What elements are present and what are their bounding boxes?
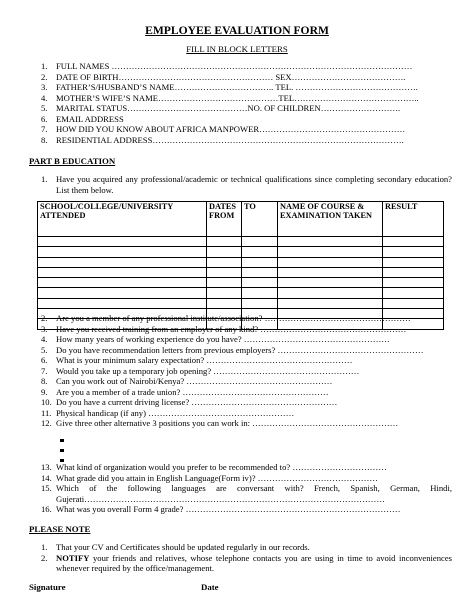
- table-row: [38, 267, 444, 277]
- table-cell[interactable]: [278, 247, 383, 257]
- question-6[interactable]: 6. What is your minimum salary expectation? ……………………………………………: [41, 355, 353, 365]
- table-cell[interactable]: [278, 288, 383, 298]
- question-10[interactable]: 10. Do you have a current driving license? ……………………………………………: [41, 397, 338, 407]
- col-course: NAME OF COURSE & EXAMINATION TAKEN: [278, 202, 383, 237]
- field-how-did-you-know[interactable]: 7. HOW DID YOU KNOW ABOUT AFRICA MANPOWER……………………………………………: [41, 124, 406, 134]
- table-cell[interactable]: [242, 257, 278, 267]
- question-14[interactable]: 14. What grade did you attain in English Language(Form iv)? ……………………………………: [41, 472, 378, 483]
- education-intro: [32, 174, 452, 195]
- list-item[interactable]: [60, 444, 64, 454]
- table-cell[interactable]: [242, 278, 278, 288]
- note-item-2: 2. NOTIFY your friends and relatives, whose telephone contacts you are using in time to avoid inconveniences whenever required by the office/management.: [41, 552, 452, 574]
- field-residential-address[interactable]: 8. RESIDENTIAL ADDRESS…………………………………………………………………………….: [41, 134, 404, 145]
- question-12[interactable]: 12. Give three other alternative 3 positions you can work in: ……………………………………………: [41, 418, 399, 428]
- field-date-of-birth[interactable]: 2. DATE OF BIRTH……………………………………………… SEX………………………………….: [41, 71, 406, 82]
- table-cell[interactable]: [242, 288, 278, 298]
- table-cell[interactable]: [207, 278, 242, 288]
- field-email-address[interactable]: 6. EMAIL ADDRESS: [41, 113, 124, 124]
- table-cell[interactable]: [383, 278, 444, 288]
- table-cell[interactable]: [38, 278, 207, 288]
- col-school: SCHOOL/COLLEGE/UNIVERSITY ATTENDED: [38, 202, 207, 237]
- table-row: [38, 288, 444, 298]
- questions-list-2: [32, 462, 452, 515]
- table-cell[interactable]: [38, 267, 207, 277]
- question-2[interactable]: 2. Are you a member of any professional institute/association? ……………………………………………: [41, 313, 411, 323]
- education-table: [37, 201, 444, 330]
- table-row: [38, 278, 444, 288]
- table-row: [38, 257, 444, 267]
- table-cell[interactable]: [278, 267, 383, 277]
- table-cell[interactable]: [383, 237, 444, 247]
- col-dates-from: DATES FROM: [207, 202, 242, 237]
- question-13[interactable]: 13. What kind of organization would you prefer to be recommended to? ……………………………: [41, 462, 387, 472]
- question-9[interactable]: 9. Are you a member of a trade union? ……………………………………………: [41, 386, 329, 397]
- table-cell[interactable]: [38, 288, 207, 298]
- table-cell[interactable]: [278, 257, 383, 267]
- question-5[interactable]: 5. Do you have recommendation letters from previous employers? ……………………………………………: [41, 344, 424, 355]
- field-full-names[interactable]: 1. FULL NAMES ……………………………………………………………………………………………: [41, 61, 413, 71]
- table-row: [38, 237, 444, 247]
- table-cell[interactable]: [207, 257, 242, 267]
- form-subtitle: FILL IN BLOCK LETTERS: [186, 44, 288, 54]
- table-cell[interactable]: [38, 247, 207, 257]
- table-cell[interactable]: [278, 237, 383, 247]
- table-cell[interactable]: [38, 298, 207, 308]
- col-result: RESULT: [383, 202, 444, 237]
- signature-label[interactable]: Signature: [29, 582, 66, 592]
- education-table-header: [38, 202, 444, 237]
- notify-emphasis: NOTIFY: [56, 552, 90, 563]
- please-note-heading: PLEASE NOTE: [29, 524, 91, 534]
- bullet-square-icon: [60, 449, 64, 453]
- col-to: TO: [242, 202, 278, 237]
- questions-list: [32, 313, 452, 429]
- field-mother-wife-name[interactable]: 4. MOTHER’S WIFE’S NAME……………………………………TEL……………………………………..: [41, 92, 419, 103]
- table-cell[interactable]: [38, 257, 207, 267]
- field-father-husband-name[interactable]: 3. FATHER’S/HUSBAND’S NAME…………………………….. TEL. …………………………………….: [41, 82, 418, 92]
- notes-list: [32, 542, 452, 574]
- field-marital-status[interactable]: 5. MARITAL STATUS……………………………………NO. OF CHILDREN……………………….: [41, 103, 401, 113]
- table-cell[interactable]: [242, 298, 278, 308]
- question-qualifications: 1. Have you acquired any professional/academic or technical qualifications since completing secondary education? List them below.: [41, 174, 452, 195]
- table-cell[interactable]: [278, 298, 383, 308]
- personal-details-list: [32, 61, 452, 145]
- table-cell[interactable]: [278, 278, 383, 288]
- question-8[interactable]: 8. Can you work out of Nairobi/Kenya? ……………………………………………: [41, 376, 333, 386]
- table-cell[interactable]: [383, 247, 444, 257]
- question-4[interactable]: 4. How many years of working experience do you have? ……………………………………………: [41, 334, 390, 344]
- table-cell[interactable]: [383, 267, 444, 277]
- table-cell[interactable]: [242, 237, 278, 247]
- table-row: [38, 247, 444, 257]
- table-cell[interactable]: [383, 257, 444, 267]
- question-3[interactable]: 3. Have you received training from an employer of any kind? ……………………………………………: [41, 323, 407, 334]
- table-cell[interactable]: [242, 247, 278, 257]
- question-15[interactable]: 15. Which of the following languages are conversant with? French, Spanish, German, Hindi, Gujerati……………………………………………………………………………………………: [41, 483, 452, 504]
- question-16[interactable]: 16. What was you overall Form 4 grade? …………………………………………………………………: [41, 504, 401, 515]
- note-item-1: 1. That your CV and Certificates should be updated regularly in our records.: [41, 542, 310, 552]
- date-label[interactable]: Date: [201, 582, 219, 592]
- table-cell[interactable]: [207, 288, 242, 298]
- part-b-heading: PART B EDUCATION: [29, 156, 116, 166]
- table-cell[interactable]: [383, 288, 444, 298]
- question-11[interactable]: 11. Physical handicap (if any) ……………………………………………: [41, 407, 295, 418]
- list-item[interactable]: [60, 434, 64, 444]
- table-row: [38, 298, 444, 308]
- table-cell[interactable]: [207, 267, 242, 277]
- question-7[interactable]: 7. Would you take up a temporary job opening? ……………………………………………: [41, 365, 360, 376]
- table-cell[interactable]: [383, 298, 444, 308]
- table-cell[interactable]: [207, 237, 242, 247]
- table-cell[interactable]: [38, 237, 207, 247]
- table-cell[interactable]: [207, 298, 242, 308]
- table-cell[interactable]: [242, 267, 278, 277]
- table-cell[interactable]: [207, 247, 242, 257]
- bullet-square-icon: [60, 439, 64, 443]
- alternative-positions-bullets: [60, 434, 64, 465]
- form-title: EMPLOYEE EVALUATION FORM: [145, 24, 329, 37]
